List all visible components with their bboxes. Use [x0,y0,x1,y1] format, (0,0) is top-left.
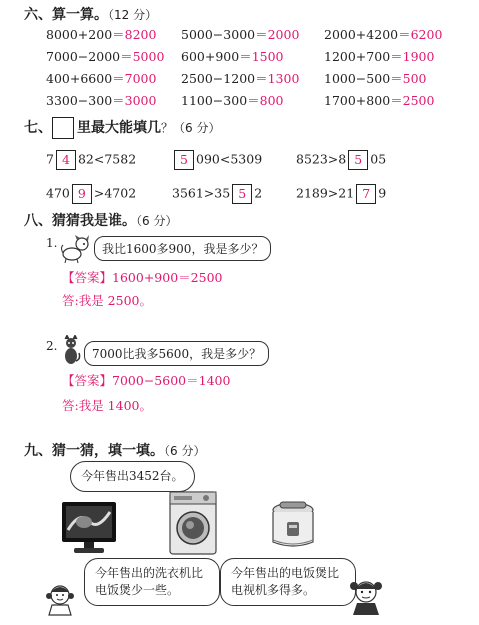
washing-machine-icon [168,490,218,556]
calc-question: 1100−300＝ [181,93,260,108]
answer-2-tag: 【答案】 [62,373,113,388]
calc-question: 1700+800＝ [324,93,403,108]
section-8-points: （6 分） [136,214,178,228]
calc-item [46,69,156,87]
calc-item [181,25,299,43]
calc-question: 7000−2000＝ [46,49,133,64]
answer-2 [62,371,230,389]
calc-item [324,47,434,65]
reply-1: 答:我是 2500。 [62,293,152,308]
compare-suffix: 090<5309 [196,151,263,167]
compare-item [296,150,386,170]
answer-1 [62,268,222,286]
section-7-title: 里最大能填几 [77,120,161,136]
compare-item [46,150,136,170]
calc-answer: 3000 [124,93,157,108]
compare-item [46,184,136,204]
compare-suffix: 2 [254,185,263,201]
calc-item [46,25,156,43]
section-7-heading [24,117,220,139]
calc-answer: 800 [259,93,284,108]
cat-icon [60,335,82,367]
calc-answer: 500 [402,71,427,86]
compare-prefix: 3561>35 [172,185,231,201]
speech-bubble-top: 今年售出3452台。 [70,461,195,492]
calc-question: 8000+200＝ [46,27,125,42]
calc-question: 2500−1200＝ [181,71,268,86]
calc-question: 1200+700＝ [324,49,403,64]
answer-box: 5 [348,150,368,170]
calc-question: 600+900＝ [181,49,252,64]
question-2-number: 2. [46,339,58,353]
speech-bubble-1: 我比1600多900，我是多少？ [94,236,271,261]
rice-cooker-icon [268,500,318,552]
blank-box-icon [52,117,74,139]
answer-box: 5 [232,184,252,204]
calc-answer: 1900 [402,49,435,64]
calc-answer: 2000 [267,27,300,42]
answer-1-equation: 1600+900＝2500 [112,270,223,285]
reply-2: 答:我是 1400。 [62,398,152,413]
answer-box: 4 [56,150,76,170]
answer-box: 9 [72,184,92,204]
calc-item [324,91,434,109]
compare-prefix: 2189>21 [296,185,355,201]
speech-bubble-2: 7000比我多5600，我是多少？ [84,341,269,366]
compare-prefix: 7 [46,151,54,167]
section-6-title: 六、算一算。 [24,7,108,23]
calc-question: 400+6600＝ [46,71,125,86]
question-1-number: 1. [46,236,58,250]
calc-question: 2000+4200＝ [324,27,411,42]
calc-item [181,91,284,109]
calc-answer: 8200 [124,27,157,42]
section-8-title: 八、猜猜我是谁。 [24,213,136,229]
calc-answer: 1300 [267,71,300,86]
calc-answer: 2500 [402,93,435,108]
section-9-points: （6 分） [164,444,206,458]
calc-answer: 5000 [132,49,165,64]
television-icon [60,500,118,556]
section-6-points: （12 分） [108,8,158,22]
calc-item [324,69,427,87]
compare-item [296,184,386,204]
section-9-heading [24,440,205,460]
answer-2-equation: 7000−5600＝1400 [112,373,231,388]
section-7-points: ？（6 分） [161,121,221,135]
calc-answer: 7000 [124,71,157,86]
compare-suffix: 9 [378,185,387,201]
calc-item [324,25,442,43]
calc-item [46,47,164,65]
section-6-heading [24,4,157,24]
compare-suffix: 82<7582 [77,151,137,167]
section-9-title: 九、猜一猜，填一填。 [24,443,164,459]
answer-1-tag: 【答案】 [62,270,113,285]
section-8-heading [24,210,177,230]
compare-prefix: 470 [46,185,70,201]
calc-item [46,91,156,109]
compare-suffix: 05 [370,151,387,167]
calc-question: 1000−500＝ [324,71,403,86]
girl-left-icon [42,580,78,616]
calc-item [181,47,284,65]
calc-answer: 6200 [410,27,443,42]
speech-bubble-right: 今年售出的电饭煲比电视机多得多。 [220,558,356,606]
compare-suffix: >4702 [93,185,137,201]
calc-question: 5000−3000＝ [181,27,268,42]
compare-item [172,184,262,204]
calc-question: 3300−300＝ [46,93,125,108]
compare-item [172,150,262,170]
dog-icon [60,234,94,264]
speech-bubble-left: 今年售出的洗衣机比电饭煲少一些。 [84,558,220,606]
answer-box: 7 [356,184,376,204]
compare-prefix: 8523>8 [296,151,347,167]
calc-answer: 1500 [251,49,284,64]
section-7-prefix: 七、 [24,120,52,136]
girl-right-icon [346,576,386,616]
answer-box: 5 [174,150,194,170]
calc-item [181,69,299,87]
